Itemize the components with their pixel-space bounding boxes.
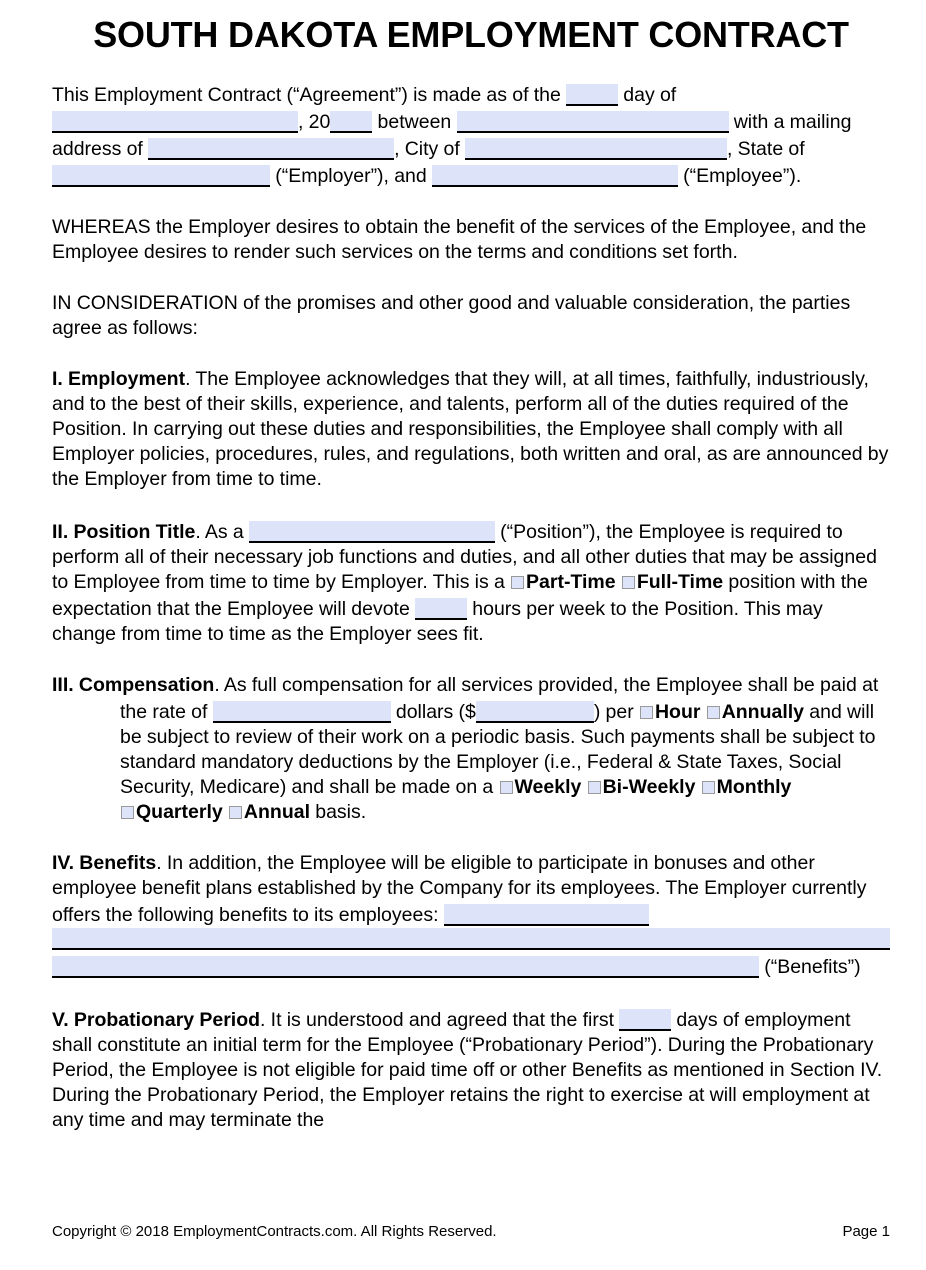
checkbox-part-time[interactable]	[511, 576, 524, 589]
section-benefits-text-1: . In addition, the Employee will be eligible to participate in bonuses and other employee benefit plans established by the Company for its employees. The Employer currently offers the following benefits to its employees:	[52, 852, 867, 927]
month-field[interactable]	[52, 111, 298, 133]
section-probationary-text-1: . It is understood and agreed that the first	[260, 1009, 620, 1032]
checkbox-hour[interactable]	[640, 706, 653, 719]
section-compensation-text-1: . As full compensation for all services provided, the Employee shall be paid at the rate of	[120, 674, 879, 724]
section-benefits-heading: IV. Benefits	[52, 852, 157, 875]
intro-text-6: , City of	[394, 138, 465, 161]
rate-amount-field[interactable]	[476, 701, 594, 723]
footer-page-number: Page 1	[842, 1223, 890, 1240]
section-compensation	[52, 673, 890, 825]
intro-paragraph	[52, 81, 890, 189]
intro-text-8: (“Employer”), and	[270, 165, 432, 188]
employee-name-field[interactable]	[432, 165, 678, 187]
rate-words-field[interactable]	[213, 701, 391, 723]
checkbox-quarterly[interactable]	[121, 806, 134, 819]
checkbox-annually[interactable]	[707, 706, 720, 719]
label-annually: Annually	[721, 701, 805, 724]
label-monthly: Monthly	[716, 776, 792, 799]
whereas-paragraph: WHEREAS the Employer desires to obtain the benefit of the services of the Employee, and the Employee desires to render such services on the terms and conditions set forth.	[52, 216, 867, 264]
label-full-time: Full-Time	[636, 571, 724, 594]
intro-text-4: between	[372, 111, 457, 134]
page-title: SOUTH DAKOTA EMPLOYMENT CONTRACT	[93, 14, 849, 55]
footer-copyright: Copyright © 2018 EmploymentContracts.com. All Rights Reserved.	[52, 1223, 497, 1240]
city-field[interactable]	[465, 138, 727, 160]
label-hour: Hour	[654, 701, 701, 724]
section-employment	[52, 367, 890, 492]
consideration-paragraph: IN CONSIDERATION of the promises and other good and valuable consideration, the parties agree as follows:	[52, 292, 851, 340]
checkbox-annual[interactable]	[229, 806, 242, 819]
checkbox-full-time[interactable]	[622, 576, 635, 589]
hours-per-week-field[interactable]	[415, 598, 467, 620]
mailing-address-field[interactable]	[148, 138, 394, 160]
intro-text-3: , 20	[298, 111, 331, 134]
section-position-text-4: hours per week to the Position. This may change from time to time as the Employer sees fit.	[52, 598, 823, 646]
label-part-time: Part-Time	[526, 571, 616, 594]
intro-text-5: with a mailing address of	[52, 111, 852, 161]
section-probationary-heading: V. Probationary Period	[52, 1009, 261, 1032]
section-probationary-text-2: days of employment shall constitute an initial term for the Employee (“Probationary Period”). During the Probationary Period, the Employee is not eligible for paid time off or other Benefits as mentioned in Section IV. During the Probationary Period, the Employer retains the right to exercise at will employment at any time and may terminate the	[52, 1009, 883, 1132]
document-content	[52, 0, 890, 1133]
benefits-field-line-2[interactable]	[52, 928, 890, 950]
section-employment-heading: I. Employment	[52, 368, 186, 391]
intro-text-2: day of	[618, 84, 677, 107]
checkbox-weekly[interactable]	[500, 781, 513, 794]
section-compensation-text-3: ) per	[593, 701, 639, 724]
probation-days-field[interactable]	[619, 1009, 671, 1031]
section-benefits	[52, 851, 890, 980]
employer-name-field[interactable]	[457, 111, 729, 133]
label-bi-weekly: Bi-Weekly	[602, 776, 696, 799]
section-position-text-2: (“Position”), the Employee is required to perform all of their necessary job functions and duties, and all other duties that may be assigned to Employee from time to time by Employer. This is a	[52, 521, 877, 594]
section-probationary-period	[52, 1006, 890, 1133]
state-field[interactable]	[52, 165, 270, 187]
day-field[interactable]	[566, 84, 618, 106]
intro-text-7: , State of	[727, 138, 805, 161]
year-field[interactable]	[330, 111, 372, 133]
section-position-heading: II. Position Title	[52, 521, 196, 544]
section-compensation-text-2: dollars ($	[390, 701, 476, 724]
intro-text-9: (“Employee”).	[677, 165, 802, 188]
section-position-text-1: . As a	[195, 521, 249, 544]
section-position-text-3: position with the expectation that the Employee will devote	[52, 571, 868, 621]
section-compensation-text-4: and will be subject to review of their work on a periodic basis. Such payments shall be subject to standard mandatory deductions by the Employer (i.e., Federal & State Taxes, Social Security, Medicare) and shall be made on a	[120, 701, 876, 799]
checkbox-monthly[interactable]	[702, 781, 715, 794]
label-weekly: Weekly	[514, 776, 582, 799]
position-title-field[interactable]	[249, 521, 495, 543]
intro-text-1: This Employment Contract (“Agreement”) is made as of the	[52, 84, 567, 107]
section-employment-body: . The Employee acknowledges that they will, at all times, faithfully, industriously, and to the best of their skills, experience, and talents, perform all of the duties required of the Position. In carrying out these duties and responsibilities, the Employee shall comply with all Employer policies, procedures, rules, and regulations, both written and oral, as are announced by the Employer from time to time.	[52, 368, 889, 491]
section-benefits-text-2: (“Benefits”)	[759, 956, 861, 979]
section-compensation-heading: III. Compensation	[52, 674, 215, 697]
benefits-field-line-3[interactable]	[52, 956, 759, 978]
section-compensation-text-5: basis.	[310, 801, 367, 824]
checkbox-bi-weekly[interactable]	[588, 781, 601, 794]
benefits-field-line-1[interactable]	[444, 904, 649, 926]
section-position-title	[52, 518, 890, 647]
page-footer	[52, 1222, 890, 1241]
label-quarterly: Quarterly	[136, 801, 223, 824]
label-annual: Annual	[243, 801, 311, 824]
